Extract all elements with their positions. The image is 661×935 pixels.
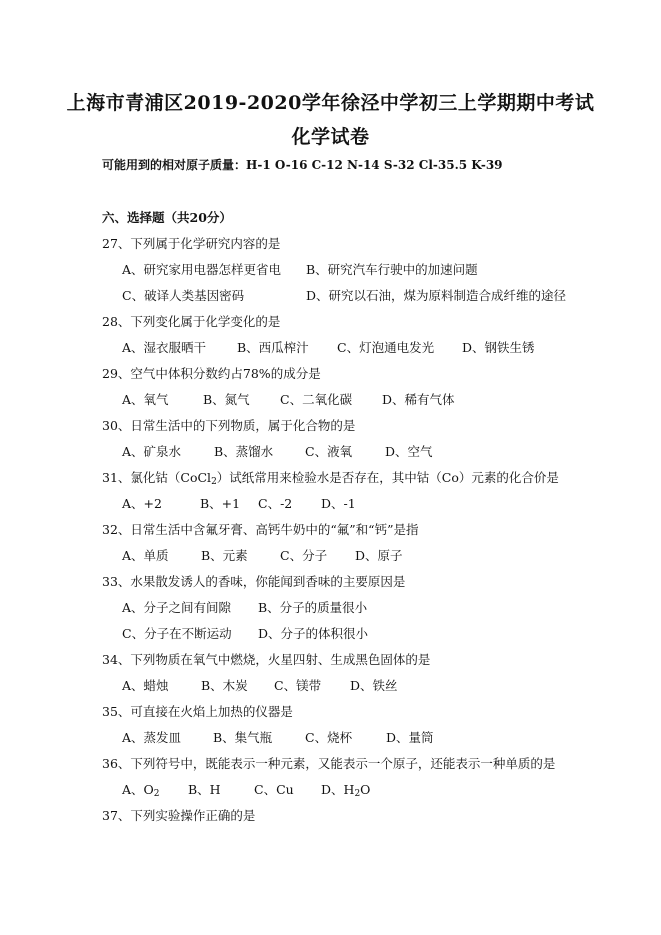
question-34-options — [0, 676, 661, 696]
subscript: 2 — [153, 789, 160, 799]
question-27-options-row1 — [0, 260, 661, 280]
section-heading: 六、选择题（共20分） — [102, 210, 232, 225]
option-d: D、钢铁生锈 — [462, 340, 535, 355]
question-33: 33、水果散发诱人的香味，你能闻到香味的主要原因是 — [102, 574, 406, 589]
question-32: 32、日常生活中含氟牙膏、高钙牛奶中的“氟”和“钙”是指 — [102, 522, 419, 537]
option-d-text-end: O — [360, 782, 371, 797]
option-c: C、镁带 — [274, 678, 322, 693]
option-d-text: D、H — [321, 782, 355, 797]
option-a-text: A、O — [122, 782, 154, 797]
option-c: C、分子在不断运动 — [122, 626, 232, 641]
question-29-options — [0, 390, 661, 410]
option-b: B、集气瓶 — [213, 730, 273, 745]
option-b: B、西瓜榨汁 — [237, 340, 309, 355]
option-c: C、液氧 — [305, 444, 353, 459]
option-c: C、烧杯 — [305, 730, 353, 745]
option-b: B、木炭 — [201, 678, 248, 693]
option-a: A、分子之间有间隙 — [122, 600, 232, 615]
option-d: D、-1 — [321, 496, 356, 511]
subscript: 2 — [354, 789, 361, 799]
question-34: 34、下列物质在氧气中燃烧，火星四射、生成黑色固体的是 — [102, 652, 431, 667]
option-d — [321, 780, 370, 799]
option-b: B、分子的质量很小 — [258, 600, 368, 615]
option-a: A、蜡烛 — [122, 678, 169, 693]
option-a — [122, 780, 160, 799]
option-b: B、H — [188, 782, 221, 797]
option-a: A、单质 — [122, 548, 169, 563]
question-31-options — [0, 494, 661, 514]
question-31-stem-end: ）试纸常用来检验水是否存在，其中钴（Co）元素的化合价是 — [216, 470, 559, 485]
option-b: B、+1 — [200, 496, 241, 511]
question-35-options — [0, 728, 661, 748]
option-c: C、灯泡通电发光 — [337, 340, 435, 355]
question-36-options — [0, 780, 661, 800]
option-d: D、分子的体积很小 — [258, 626, 369, 641]
option-b: B、蒸馏水 — [214, 444, 274, 459]
option-c: C、破译人类基因密码 — [122, 288, 245, 303]
question-28: 28、下列变化属于化学变化的是 — [102, 314, 281, 329]
option-d: D、稀有气体 — [382, 392, 455, 407]
option-a: A、蒸发皿 — [122, 730, 182, 745]
exam-subtitle: 化学试卷 — [291, 126, 370, 148]
option-c: C、分子 — [280, 548, 328, 563]
option-d: D、空气 — [385, 444, 433, 459]
question-32-options — [0, 546, 661, 566]
option-c: C、-2 — [258, 496, 293, 511]
question-31-stem-start: 31、氯化钴（CoCl — [102, 470, 212, 485]
subscript: 2 — [211, 477, 217, 487]
option-a: A、+2 — [122, 496, 162, 511]
option-b: B、元素 — [201, 548, 248, 563]
question-31 — [102, 468, 559, 487]
question-33-options-row2 — [0, 624, 661, 644]
option-a: A、氧气 — [122, 392, 169, 407]
option-a: A、矿泉水 — [122, 444, 182, 459]
option-d: D、量筒 — [386, 730, 434, 745]
question-35: 35、可直接在火焰上加热的仪器是 — [102, 704, 293, 719]
question-37: 37、下列实验操作正确的是 — [102, 808, 256, 823]
question-29: 29、空气中体积分数约占78%的成分是 — [102, 366, 321, 381]
question-36: 36、下列符号中，既能表示一种元素，又能表示一个原子，还能表示一种单质的是 — [102, 756, 556, 771]
option-c: C、Cu — [254, 782, 294, 797]
option-d: D、原子 — [355, 548, 403, 563]
question-33-options-row1 — [0, 598, 661, 618]
option-c: C、二氧化碳 — [280, 392, 353, 407]
question-28-options — [0, 338, 661, 358]
option-a: A、研究家用电器怎样更省电 — [122, 262, 282, 277]
question-27-options-row2 — [0, 286, 661, 306]
option-b: B、研究汽车行驶中的加速问题 — [306, 262, 478, 277]
option-b: B、氮气 — [203, 392, 250, 407]
exam-title: 上海市青浦区2019-2020学年徐泾中学初三上学期期中考试 — [66, 92, 595, 114]
question-30-options — [0, 442, 661, 462]
option-a: A、湿衣服晒干 — [122, 340, 207, 355]
question-27: 27、下列属于化学研究内容的是 — [102, 236, 281, 251]
option-d: D、研究以石油，煤为原料制造合成纤维的途径 — [306, 288, 567, 303]
option-d: D、铁丝 — [350, 678, 398, 693]
atomic-masses-note: 可能用到的相对原子质量：H-1 O-16 C-12 N-14 S-32 Cl-35.5 K-39 — [102, 158, 503, 172]
question-30: 30、日常生活中的下列物质，属于化合物的是 — [102, 418, 356, 433]
